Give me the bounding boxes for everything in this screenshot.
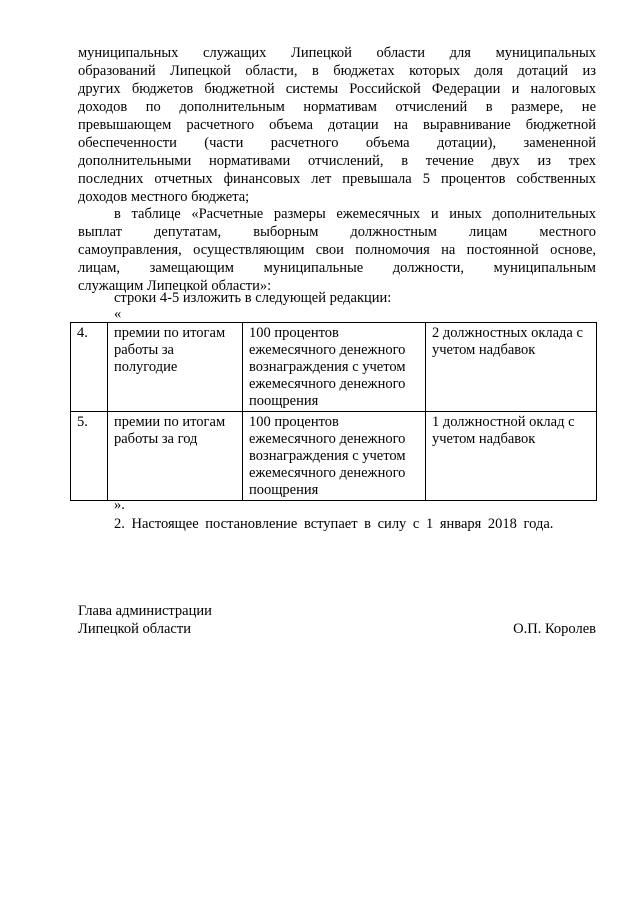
amendment-table — [70, 322, 597, 501]
text-line: самоуправления, осуществляющим свои полномочия на постоянной основе, — [78, 242, 596, 258]
payment-amount-cell: 100 процентов ежемесячного денежного вознаграждения с учетом ежемесячного денежного поощрения — [243, 412, 426, 501]
payment-type-cell: премии по итогам работы за полугодие — [108, 323, 243, 412]
text-line: служащим Липецкой области»: — [78, 278, 272, 294]
text-line: обеспеченности (части расчетного объема дотации), замененной — [78, 135, 596, 151]
text-line: превышающем расчетного объема дотации на выравнивание бюджетной — [78, 117, 596, 133]
payment-type-cell: премии по итогам работы за год — [108, 412, 243, 501]
signatory-title-line: Глава администрации — [78, 603, 212, 619]
text-line: лицам, замещающим муниципальные должности, муниципальным — [78, 260, 596, 276]
text-line: строки 4-5 изложить в следующей редакции: — [114, 290, 392, 306]
signatory-name: О.П. Королев — [513, 621, 596, 637]
payment-limit-cell: 2 должностных оклада с учетом надбавок — [426, 323, 597, 412]
text-line: последних отчетных финансовых лет превышала 5 процентов собственных — [78, 171, 596, 187]
text-line: муниципальных служащих Липецкой области для муниципальных — [78, 45, 596, 61]
paragraph-table-reference — [78, 205, 596, 295]
text-line: доходов местного бюджета; — [78, 189, 250, 205]
quote-close-mark: ». — [114, 497, 125, 513]
paragraph-effective-date: 2. Настоящее постановление вступает в силу с 1 января 2018 года. — [114, 516, 554, 532]
table-row — [71, 323, 597, 412]
row-number-cell: 5. — [71, 412, 108, 501]
text-line: образований Липецкой области, в бюджетах которых доля дотаций из — [78, 63, 596, 79]
text-line: дополнительными нормативами отчислений, в течение двух из трех — [78, 153, 596, 169]
text-line: доходов по дополнительным нормативам отчислений в размере, не — [78, 99, 596, 115]
text-line: в таблице «Расчетные размеры ежемесячных и иных дополнительных — [114, 206, 596, 222]
paragraph-instruction — [114, 289, 594, 307]
signatory-title-line: Липецкой области — [78, 621, 191, 637]
row-number-cell: 4. — [71, 323, 108, 412]
payment-limit-cell: 1 должностной оклад с учетом надбавок — [426, 412, 597, 501]
paragraph-continuation — [78, 44, 596, 206]
payment-amount-cell: 100 процентов ежемесячного денежного вознаграждения с учетом ежемесячного денежного поощрения — [243, 323, 426, 412]
text-line: других бюджетов бюджетной системы Российской Федерации и налоговых — [78, 81, 596, 97]
text-line: выплат депутатам, выборным должностным лицам местного — [78, 224, 596, 240]
quote-open-mark: « — [114, 306, 122, 322]
table-row — [71, 412, 597, 501]
signatory-title — [78, 602, 212, 638]
